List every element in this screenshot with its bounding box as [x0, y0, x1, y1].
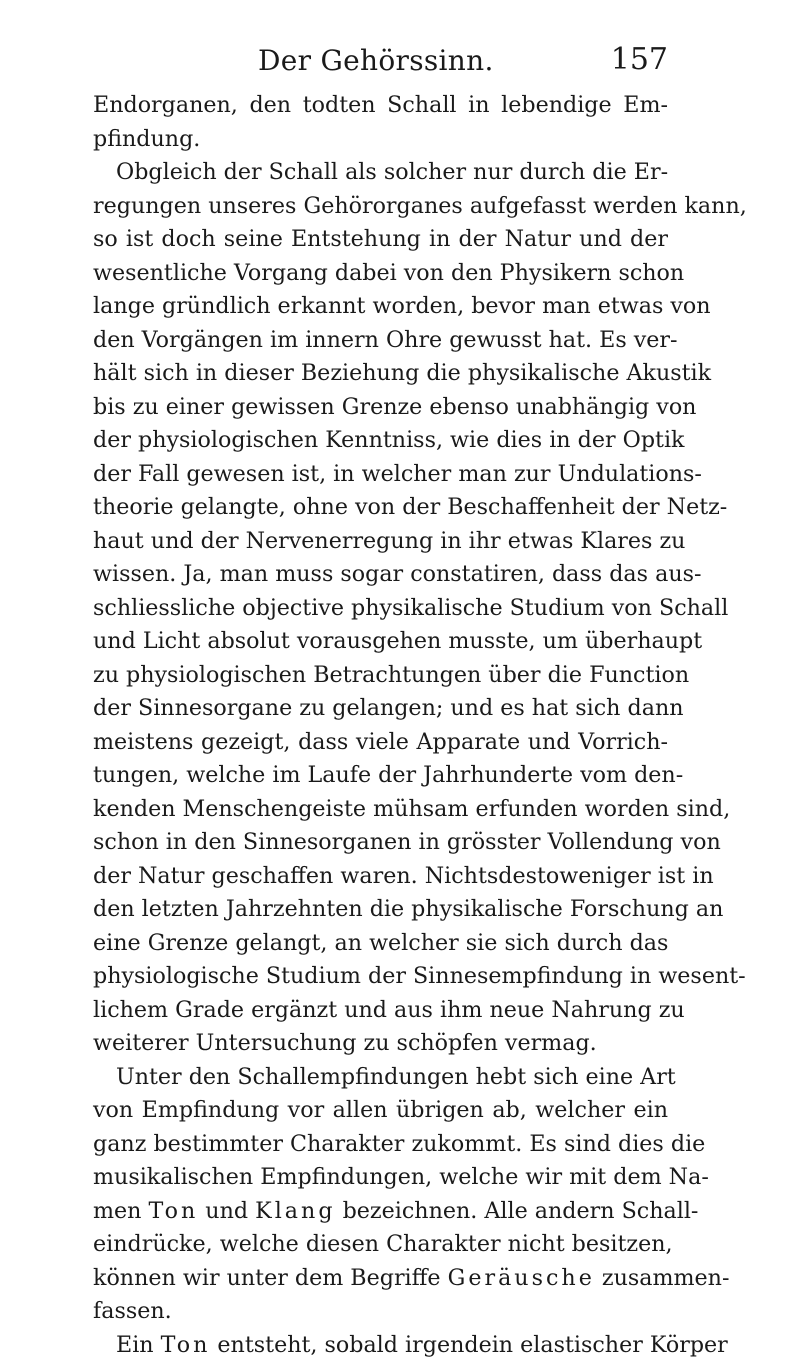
text-run: zusammen- [594, 1264, 730, 1291]
text-line: hält sich in dieser Beziehung die physikalische Akustik [93, 360, 712, 386]
text-line: haut und der Nervenerregung in ihr etwas Klares zu [93, 527, 686, 554]
text-line: so ist doch seine Entstehung in der Natur und der [93, 226, 668, 252]
text-line: zu physiologischen Betrachtungen über die Function [93, 661, 690, 688]
text-run: und [198, 1197, 256, 1224]
text-line: weiterer Untersuchung zu schöpfen vermag. [93, 1030, 597, 1056]
text-run: entsteht, sobald irgendein elastischer Körper [210, 1331, 728, 1358]
text-line: lange gründlich erkannt worden, bevor man etwas von [93, 293, 711, 319]
text-line: Unter den Schallempfindungen hebt sich eine Art [116, 1063, 676, 1090]
text-line: lichem Grade ergänzt und aus ihm neue Nahrung zu [93, 996, 685, 1023]
text-line: meistens gezeigt, dass viele Apparate und Vorrich- [93, 728, 668, 755]
text-line: pfindung. [93, 125, 201, 152]
text-line: musikalischen Empfindungen, welche wir mit dem Na- [93, 1164, 709, 1190]
text-run: men [93, 1197, 149, 1224]
text-line: den letzten Jahrzehnten die physikalische Forschung an [93, 896, 724, 922]
text-line: Obgleich der Schall als solcher nur durch die Er- [116, 159, 669, 185]
spaced-term-ton: Ton [160, 1331, 211, 1358]
text-line: theorie gelangte, ohne von der Beschaffenheit der Netz- [93, 494, 728, 520]
text-run: können wir unter dem Begriffe [93, 1264, 448, 1291]
text-line [93, 1329, 728, 1362]
page-number: 157 [610, 42, 668, 77]
text-line [93, 1262, 730, 1296]
text-line: von Empfindung vor allen übrigen ab, welcher ein [93, 1097, 668, 1123]
text-line: wissen. Ja, man muss sogar constatiren, dass das aus- [93, 561, 702, 587]
text-line: der Natur geschaffen waren. Nichtsdestoweniger ist in [93, 862, 714, 889]
spaced-term-geraeusche: Geräusche [447, 1264, 595, 1291]
text-line: eine Grenze gelangt, an welcher sie sich durch das [93, 929, 669, 956]
text-line: der Sinnesorgane zu gelangen; und es hat sich dann [93, 695, 684, 721]
text-line: physiologische Studium der Sinnesempfindung in wesent- [93, 963, 746, 989]
text-line: fassen. [93, 1298, 172, 1324]
text-line: tungen, welche im Laufe der Jahrhunderte vom den- [93, 762, 684, 788]
text-line [93, 1195, 699, 1229]
text-line: bis zu einer gewissen Grenze ebenso unabhängig von [93, 393, 697, 420]
text-line: ganz bestimmter Charakter zukommt. Es sind dies die [93, 1130, 706, 1157]
spaced-term-klang: Klang [255, 1197, 336, 1224]
text-line: der Fall gewesen ist, in welcher man zur Undulations- [93, 460, 702, 487]
text-line: schon in den Sinnesorganen in grösster Vollendung von [93, 829, 721, 855]
text-line: eindrücke, welche diesen Charakter nicht besitzen, [93, 1231, 673, 1257]
text-line: den Vorgängen im innern Ohre gewusst hat. Es ver- [93, 326, 678, 353]
running-title: Der Gehörssinn. [258, 44, 494, 77]
body-text [93, 89, 747, 1362]
text-run: bezeichnen. Alle andern Schall- [335, 1197, 699, 1224]
text-line: kenden Menschengeiste mühsam erfunden worden sind, [93, 795, 731, 822]
running-header [93, 42, 668, 82]
text-run: Ein [116, 1331, 161, 1358]
text-line: wesentliche Vorgang dabei von den Physikern schon [93, 259, 685, 286]
text-line: regungen unseres Gehörorganes aufgefasst werden kann, [93, 192, 747, 219]
text-line: der physiologischen Kenntniss, wie dies in der Optik [93, 427, 685, 453]
text-line: und Licht absolut vorausgehen musste, um überhaupt [93, 628, 703, 654]
text-line: schliessliche objective physikalische Studium von Schall [93, 594, 729, 621]
spaced-term-ton: Ton [148, 1197, 199, 1224]
text-line: Endorganen, den todten Schall in lebendige Em- [93, 92, 668, 118]
